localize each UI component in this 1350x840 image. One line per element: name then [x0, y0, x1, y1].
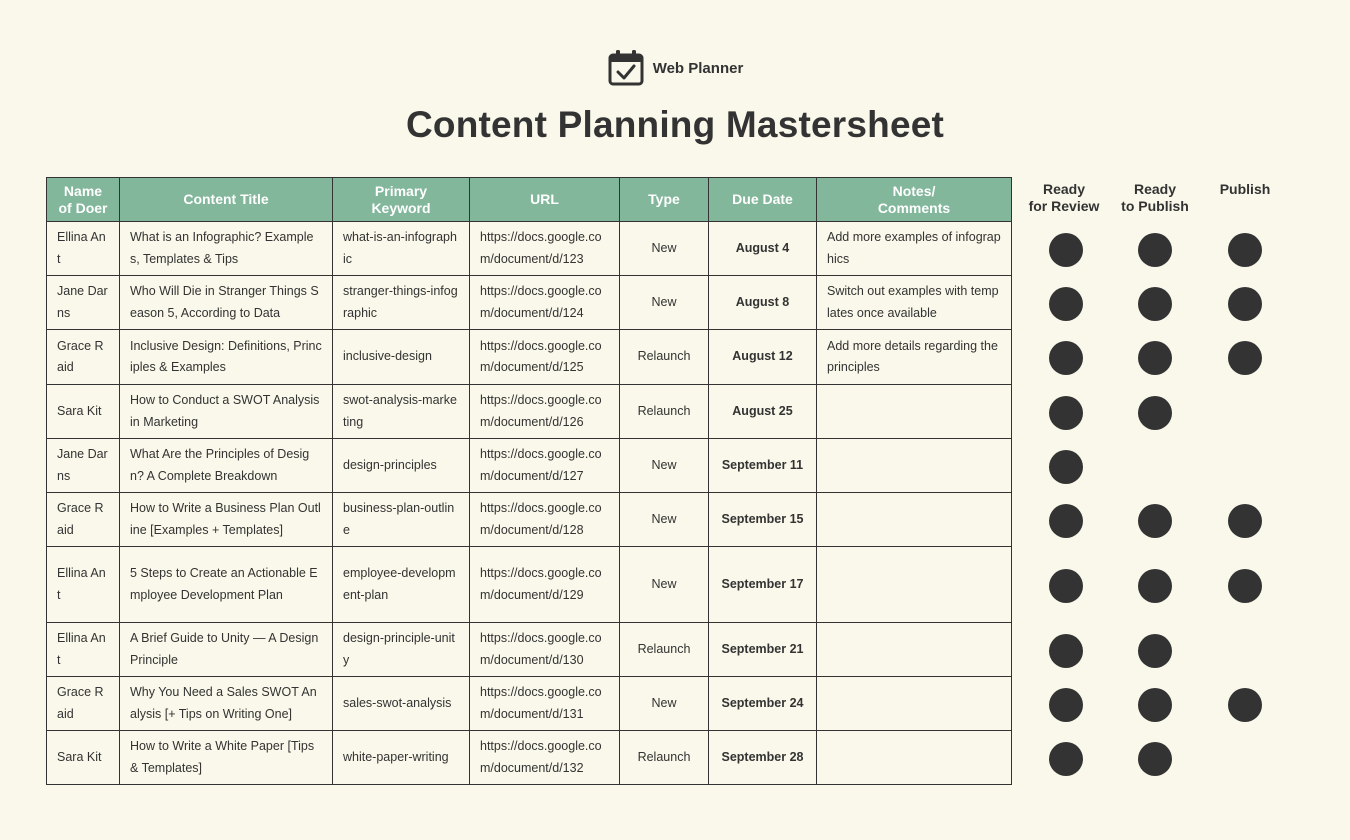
type-cell: Relaunch: [620, 330, 709, 385]
table-row: [47, 677, 1012, 731]
table-row: [47, 623, 1012, 677]
status-dot-review[interactable]: [1049, 688, 1083, 722]
status-dot-publish[interactable]: [1228, 287, 1262, 321]
table-row: [47, 222, 1012, 276]
doer-cell: Jane Darns: [47, 439, 120, 493]
col-header-due-date: Due Date: [709, 178, 817, 222]
notes-cell: [817, 677, 1012, 731]
brand: [0, 49, 1350, 87]
status-dot-publish[interactable]: [1228, 233, 1262, 267]
notes-cell: [817, 547, 1012, 623]
status-dot-ready[interactable]: [1138, 287, 1172, 321]
url-cell[interactable]: https://docs.google.com/document/d/130: [470, 623, 620, 677]
due-date-cell: September 17: [709, 547, 817, 623]
type-cell: New: [620, 493, 709, 547]
page-title: Content Planning Mastersheet: [405, 104, 945, 145]
col-header-title: Content Title: [120, 178, 333, 222]
table-row: [47, 493, 1012, 547]
notes-cell: [817, 385, 1012, 439]
table-row: [47, 276, 1012, 330]
doer-cell: Ellina Ant: [47, 623, 120, 677]
url-cell[interactable]: https://docs.google.com/document/d/128: [470, 493, 620, 547]
type-cell: New: [620, 222, 709, 276]
keyword-cell: swot-analysis-marketing: [333, 385, 470, 439]
keyword-cell: stranger-things-infographic: [333, 276, 470, 330]
due-date-cell: September 28: [709, 731, 817, 785]
content-title-cell: How to Write a Business Plan Outline [Examples + Templates]: [120, 493, 333, 547]
type-cell: New: [620, 547, 709, 623]
keyword-cell: employee-development-plan: [333, 547, 470, 623]
col-header-doer: Name of Doer: [47, 178, 120, 222]
due-date-cell: September 11: [709, 439, 817, 493]
notes-cell: [817, 439, 1012, 493]
type-cell: New: [620, 439, 709, 493]
due-date-cell: September 24: [709, 677, 817, 731]
type-cell: Relaunch: [620, 731, 709, 785]
col-header-url: URL: [470, 178, 620, 222]
content-title-cell: A Brief Guide to Unity — A Design Principle: [120, 623, 333, 677]
table-row: [47, 439, 1012, 493]
status-dot-ready[interactable]: [1138, 634, 1172, 668]
keyword-cell: what-is-an-infographic: [333, 222, 470, 276]
keyword-cell: inclusive-design: [333, 330, 470, 385]
url-cell[interactable]: https://docs.google.com/document/d/123: [470, 222, 620, 276]
doer-cell: Ellina Ant: [47, 547, 120, 623]
status-dot-publish[interactable]: [1228, 569, 1262, 603]
notes-cell: Add more examples of infographics: [817, 222, 1012, 276]
url-cell[interactable]: https://docs.google.com/document/d/129: [470, 547, 620, 623]
status-dot-publish[interactable]: [1228, 341, 1262, 375]
type-cell: Relaunch: [620, 385, 709, 439]
status-dot-ready[interactable]: [1138, 504, 1172, 538]
keyword-cell: design-principles: [333, 439, 470, 493]
keyword-cell: business-plan-outline: [333, 493, 470, 547]
status-dot-ready[interactable]: [1138, 396, 1172, 430]
doer-cell: Sara Kit: [47, 385, 120, 439]
doer-cell: Jane Darns: [47, 276, 120, 330]
table-row: [47, 330, 1012, 385]
doer-cell: Grace Raid: [47, 677, 120, 731]
url-cell[interactable]: https://docs.google.com/document/d/124: [470, 276, 620, 330]
content-title-cell: What is an Infographic? Examples, Templates & Tips: [120, 222, 333, 276]
type-cell: New: [620, 276, 709, 330]
url-cell[interactable]: https://docs.google.com/document/d/132: [470, 731, 620, 785]
due-date-cell: September 15: [709, 493, 817, 547]
notes-cell: [817, 623, 1012, 677]
due-date-cell: August 4: [709, 222, 817, 276]
brand-name: Web Planner: [652, 59, 744, 77]
status-dot-publish[interactable]: [1228, 688, 1262, 722]
type-cell: New: [620, 677, 709, 731]
keyword-cell: sales-swot-analysis: [333, 677, 470, 731]
doer-cell: Grace Raid: [47, 493, 120, 547]
status-dot-review[interactable]: [1049, 287, 1083, 321]
table-row: [47, 547, 1012, 623]
col-header-type: Type: [620, 178, 709, 222]
status-dot-ready[interactable]: [1138, 742, 1172, 776]
status-dot-publish[interactable]: [1228, 504, 1262, 538]
due-date-cell: August 25: [709, 385, 817, 439]
table-row: [47, 731, 1012, 785]
status-dot-ready[interactable]: [1138, 233, 1172, 267]
content-title-cell: 5 Steps to Create an Actionable Employee Development Plan: [120, 547, 333, 623]
status-dot-review[interactable]: [1049, 569, 1083, 603]
due-date-cell: August 8: [709, 276, 817, 330]
notes-cell: Add more details regarding the principles: [817, 330, 1012, 385]
status-dot-ready[interactable]: [1138, 341, 1172, 375]
status-header-publish: Publish: [1219, 181, 1271, 197]
status-dot-ready[interactable]: [1138, 688, 1172, 722]
url-cell[interactable]: https://docs.google.com/document/d/131: [470, 677, 620, 731]
status-dot-ready[interactable]: [1138, 569, 1172, 603]
col-header-notes: Notes/ Comments: [817, 178, 1012, 222]
status-dot-review[interactable]: [1049, 396, 1083, 430]
keyword-cell: white-paper-writing: [333, 731, 470, 785]
content-title-cell: Who Will Die in Stranger Things Season 5, According to Data: [120, 276, 333, 330]
due-date-cell: September 21: [709, 623, 817, 677]
status-header-ready-for-review: Ready for Review: [1028, 181, 1100, 214]
due-date-cell: August 12: [709, 330, 817, 385]
notes-cell: [817, 731, 1012, 785]
content-title-cell: Why You Need a Sales SWOT Analysis [+ Tips on Writing One]: [120, 677, 333, 731]
status-dot-review[interactable]: [1049, 341, 1083, 375]
doer-cell: Grace Raid: [47, 330, 120, 385]
calendar-check-icon: [607, 49, 645, 87]
status-dot-review[interactable]: [1049, 450, 1083, 484]
content-title-cell: How to Conduct a SWOT Analysis in Marketing: [120, 385, 333, 439]
table-header-row: [47, 178, 1012, 222]
doer-cell: Ellina Ant: [47, 222, 120, 276]
content-title-cell: Inclusive Design: Definitions, Principles & Examples: [120, 330, 333, 385]
notes-cell: Switch out examples with templates once available: [817, 276, 1012, 330]
status-dot-review[interactable]: [1049, 233, 1083, 267]
url-cell[interactable]: https://docs.google.com/document/d/125: [470, 330, 620, 385]
content-title-cell: What Are the Principles of Design? A Complete Breakdown: [120, 439, 333, 493]
type-cell: Relaunch: [620, 623, 709, 677]
status-dot-review[interactable]: [1049, 504, 1083, 538]
url-cell[interactable]: https://docs.google.com/document/d/127: [470, 439, 620, 493]
doer-cell: Sara Kit: [47, 731, 120, 785]
status-dot-review[interactable]: [1049, 742, 1083, 776]
status-header-ready-to-publish: Ready to Publish: [1121, 181, 1189, 214]
col-header-keyword: Primary Keyword: [333, 178, 470, 222]
notes-cell: [817, 493, 1012, 547]
table-row: [47, 385, 1012, 439]
keyword-cell: design-principle-unity: [333, 623, 470, 677]
content-title-cell: How to Write a White Paper [Tips & Templates]: [120, 731, 333, 785]
content-table: [46, 177, 1012, 785]
url-cell[interactable]: https://docs.google.com/document/d/126: [470, 385, 620, 439]
status-dot-review[interactable]: [1049, 634, 1083, 668]
